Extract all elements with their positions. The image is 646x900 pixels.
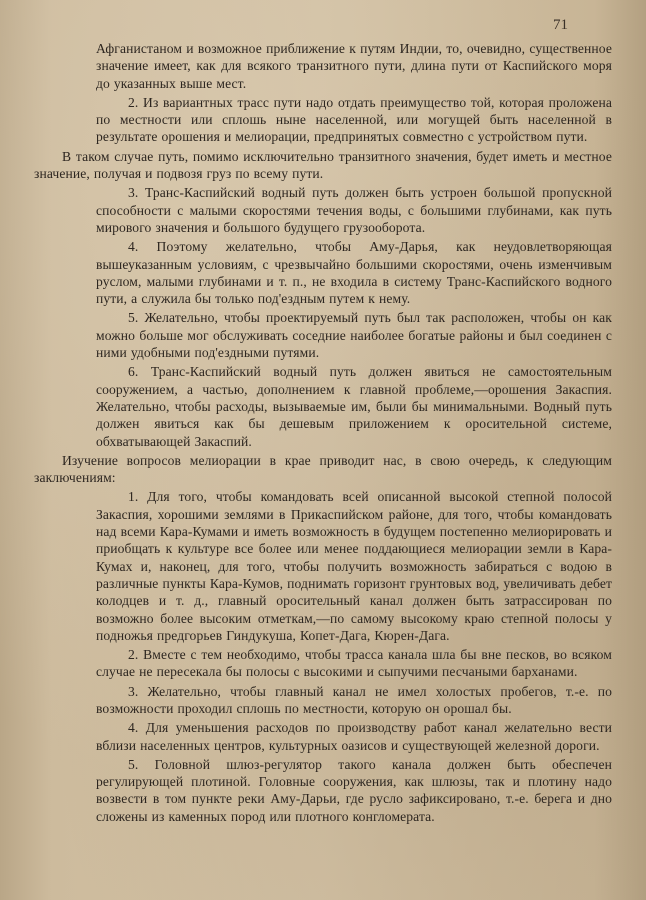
paragraph-meliorations-1: 1. Для того, чтобы командовать всей описанной высокой степной полосой Закаспия, хорошими землями в Прикаспийском районе, для того, чтобы командовать над всеми Кара-Кумами и иметь возможность в будущем постепенно мелиорировать и приобщать к культуре все более или менее поддающиеся мелиорации земли в Кара-Кумах и, наконец, для того, чтобы получить возможность забираться с водою в различные пункты Кара-Кумов, поднимать горизонт грунтовых вод, увеличивать дебет колодцев и т. д., главный оросительный канал должен быть затрассирован по возможно более высоким отметкам,—по самому высокому краю степной полосы у подножья предгорьев Гиндукуша, Копет-Дага, Кюрен-Дага. xyxy=(96,489,612,643)
page-body xyxy=(0,40,646,825)
paragraph-item-3: 3. Транс-Каспийский водный путь должен быть устроен большой пропускной способности с малыми скоростями течения воды, с большими глубинами, как путь мирового значения и большого будущего грузооборота. xyxy=(96,185,612,235)
page-number: 71 xyxy=(553,17,568,33)
paragraph-meliorations-intro: Изучение вопросов мелиорации в крае приводит нас, в свою очередь, к следующим заключениям: xyxy=(34,452,612,486)
paragraph-item-2: 2. Из вариантных трасс пути надо отдать преимущество той, которая проложена по местности или сплошь ныне населенной, или могущей быть населенной в результате орошения и мелиорации, предпринятых совместно с устройством пути. xyxy=(96,94,612,145)
paragraph-item-5: 5. Желательно, чтобы проектируемый путь был так расположен, чтобы он как можно больше мог обслуживать соседние наиболее богатые районы и был соединен с ними удобными под'ездными путями. xyxy=(96,310,612,361)
paragraph-conclusion: В таком случае путь, помимо исключительно транзитного значения, будет иметь и местное значение, получая и подвозя груз по всему пути. xyxy=(34,148,612,182)
paragraph-meliorations-2: 2. Вместе с тем необходимо, чтобы трасса канала шла бы вне песков, во всяком случае не пересекала бы полосы с высокими и сыпучими песчаными барханами. xyxy=(96,647,612,680)
paragraph-meliorations-3: 3. Желательно, чтобы главный канал не имел холостых пробегов, т.-е. по возможности проходил сплошь по местности, которую он орошал бы. xyxy=(96,683,612,716)
paragraph-continuation: Афганистаном и возможное приближение к путям Индии, то, очевидно, существенное значение имеет, как для всякого транзитного пути, длина пути от Каспийского моря до указанных выше мест. xyxy=(96,41,612,91)
paragraph-item-4: 4. Поэтому желательно, чтобы Аму-Дарья, как неудовлетворяющая вышеуказанным условиям, с чрезвычайно большими скоростями, очень изменчивым руслом, малыми глубинами и т. п., не входила в систему Транс-Каспийского водного пути, а служила бы только под'ездным путем к нему. xyxy=(96,239,612,307)
paragraph-meliorations-4: 4. Для уменьшения расходов по производству работ канал желательно вести вблизи населенных центров, культурных оазисов и существующей железной дороги. xyxy=(96,720,612,753)
paragraph-item-6: 6. Транс-Каспийский водный путь должен явиться не самостоятельным сооружением, а частью, дополнением к главной проблеме,—орошения Закаспия. Желательно, чтобы расходы, вызываемые им, были бы минимальными. Водный путь должен явиться как бы дешевым приложением к оросительной системе, обхватывающей Закаспий. xyxy=(96,364,612,449)
paragraph-meliorations-5: 5. Головной шлюз-регулятор такого канала должен быть обеспечен регулирующей плотиной. Головные сооружения, как шлюзы, так и плотину надо возвести в том пункте реки Аму-Дарьи, где русло зафиксировано, т.-е. берега и дно сложены из каменных пород или плотного конгломерата. xyxy=(96,756,612,824)
